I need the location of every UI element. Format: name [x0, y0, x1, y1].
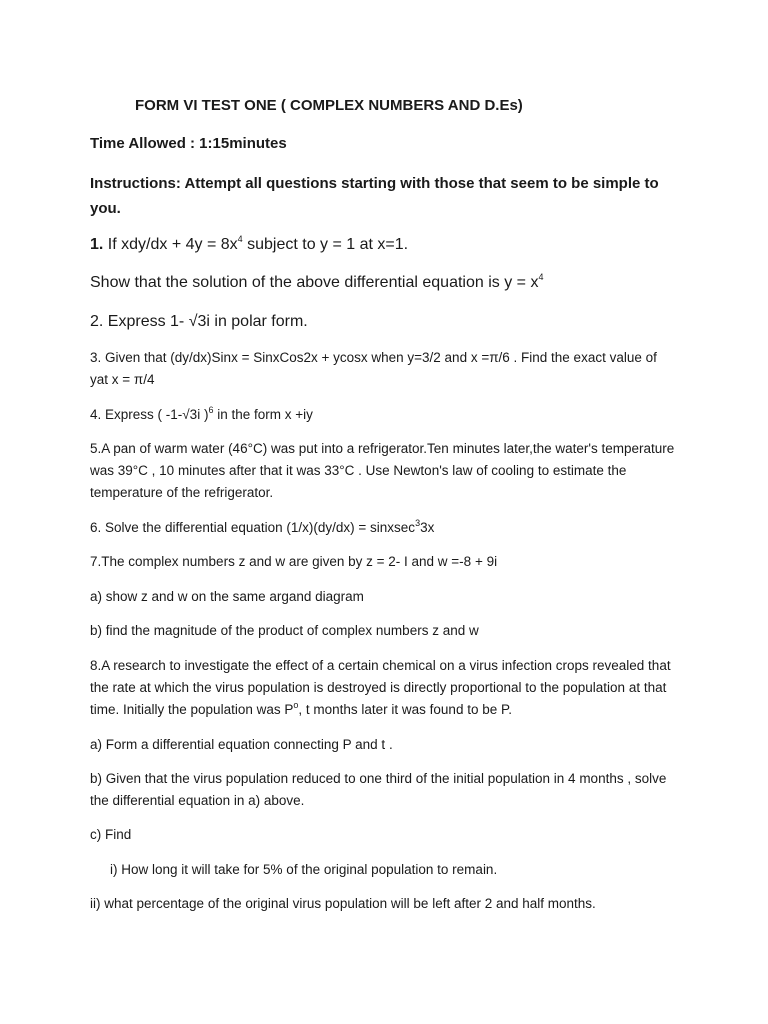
question-4-text-a: 4. Express ( -1-√3i ): [90, 407, 209, 422]
question-7a: a) show z and w on the same argand diagram: [90, 589, 364, 604]
question-8-text-b: , t months later it was found to be P.: [298, 702, 512, 717]
question-5: 5.A pan of warm water (46°C) was put into a refrigerator.Ten minutes later,the water's temperature was 39°C , 10 minutes after that it was 33°C . Use Newton's law of cooling to estimate the temperature of the refrigerator.: [90, 441, 675, 500]
question-6: [90, 517, 690, 539]
question-8: [90, 655, 678, 721]
instructions: Instructions: Attempt all questions starting with those that seem to be simple to you.: [90, 175, 659, 217]
question-3: 3. Given that (dy/dx)Sinx = SinxCos2x + ycosx when y=3/2 and x =π/6 . Find the exact value of yat x = π/4: [90, 350, 657, 387]
time-allowed: Time Allowed : 1:15minutes: [90, 135, 287, 152]
question-6-text-b: 3x: [420, 520, 435, 535]
question-1: [90, 234, 690, 256]
question-7: 7.The complex numbers z and w are given by z = 2- I and w =-8 + 9i: [90, 554, 498, 569]
question-1-show-sup: 4: [538, 271, 544, 282]
question-1-text-a: If xdy/dx + 4y = 8x: [103, 236, 238, 253]
question-8a: a) Form a differential equation connecting P and t .: [90, 737, 393, 752]
question-4-sup: 6: [208, 404, 214, 415]
question-1-show-text: Show that the solution of the above differential equation is y = x: [90, 274, 539, 291]
question-4-text-b: in the form x +iy: [213, 407, 313, 422]
page-title: FORM VI TEST ONE ( COMPLEX NUMBERS AND D.Es): [135, 97, 523, 114]
question-6-sup: 3: [415, 517, 421, 528]
question-6-text-a: 6. Solve the differential equation (1/x)(dy/dx) = sinxsec: [90, 520, 416, 535]
question-1-number: 1.: [90, 236, 104, 253]
question-7b: b) find the magnitude of the product of complex numbers z and w: [90, 623, 479, 638]
question-1-text-b: subject to y = 1 at x=1.: [242, 236, 409, 253]
question-2: 2. Express 1- √3i in polar form.: [90, 313, 308, 330]
question-8b: b) Given that the virus population reduced to one third of the initial population in 4 months , solve the differential equation in a) above.: [90, 771, 667, 808]
question-8-sup: o: [293, 699, 299, 710]
question-1-sup: 4: [237, 233, 243, 244]
question-1-show: [90, 272, 690, 294]
question-4: [90, 404, 690, 426]
question-8c: c) Find: [90, 827, 132, 842]
question-8-text-a: 8.A research to investigate the effect of a certain chemical on a virus infection crops revealed that the rate at which the virus population is destroyed is directly proportional to the population at that time. Initially the population was P: [90, 658, 671, 717]
question-8c-ii: ii) what percentage of the original virus population will be left after 2 and half months.: [90, 896, 596, 911]
question-8c-i: i) How long it will take for 5% of the original population to remain.: [110, 862, 498, 877]
